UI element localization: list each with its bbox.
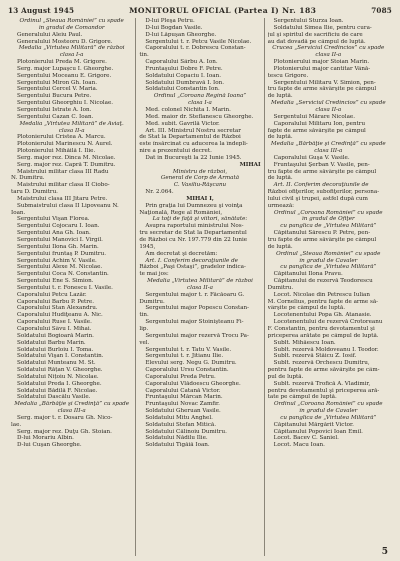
text-line: Maistrului militar clasa III Radu xyxy=(17,168,109,175)
text-line: Maistrului militar clasa II Ciobo- xyxy=(17,182,110,189)
text-line: Fruntaşului Novac Zamfir. xyxy=(145,401,220,408)
text-line: Sergentului t. r. Jitianu Ilie. xyxy=(145,353,224,360)
text-line: Soldatului Dascălu Vasile. xyxy=(17,394,91,401)
text-line: Soldatului Vişan I. Constantin. xyxy=(17,353,104,360)
text-line: Dumitru. xyxy=(139,298,165,305)
text-line: Sublt. rezervă Stăicu Z. Iosif. xyxy=(273,353,357,360)
text-line: Sergentului fruntaş P. Dumitru. xyxy=(17,250,106,257)
text-line: Plotonierului Marinescu N. Aurel. xyxy=(17,141,113,148)
text-line: în gradul de Cavaler xyxy=(299,408,358,415)
text-line: D-lui Cuşan Gheorghe. xyxy=(17,442,82,449)
text-line: Soldatului Burloiu I. Toma. xyxy=(17,346,94,353)
text-line: Caporalului Barbu P. Petre. xyxy=(17,298,95,305)
text-line: Ordinul „Coroana României” cu spade xyxy=(274,401,383,408)
text-line: Război ofiţerilor, subofiţerilor, persona- xyxy=(267,189,380,196)
text-line: tru fapte de arme săvârşite pe câmpul xyxy=(267,86,377,93)
text-line: M. Cornelius, pentru fapte de arme să- xyxy=(267,298,379,305)
text-line: Ordinul „Steaua României” cu spade xyxy=(19,18,124,24)
text-line: Sergentului Coca N. Constantin. xyxy=(17,271,109,278)
text-line: fapte de arme săvârşite pe câmpul xyxy=(267,127,366,134)
text-line: Sergentului major t. r. Făcăoaru G. xyxy=(145,291,245,298)
text-line: Sergentului major rezervă Trocu Pa- xyxy=(145,332,249,339)
text-line: priceperea arătate pe câmpul de luptă. xyxy=(267,332,379,339)
text-line: Locot. Macu Ioan. xyxy=(273,442,325,449)
text-line: Medalia „Virtutea Militară” de Aviaţ. xyxy=(19,120,124,127)
text-line: tru fapte de arme săvârşite pe câmpul xyxy=(267,168,377,175)
text-line: clasa II-a xyxy=(58,127,85,134)
text-line: F. Constantin, pentru devotamentul şi xyxy=(267,325,375,332)
text-line: Am decretat şi decretăm: xyxy=(145,250,218,257)
text-line: clasa II-a xyxy=(315,52,342,59)
text-line: clasa I-a xyxy=(59,52,84,59)
text-line: în gradul de Ofiţer xyxy=(301,216,355,223)
text-line: de Război cu Nr. 197.779 din 22 Iunie xyxy=(139,237,248,243)
text-line: Soldatului Simea Ilie, pentru cura- xyxy=(273,24,372,31)
text-line: Generalului Mosteoru D. Grigore. xyxy=(17,38,113,45)
text-line: Sergentului Ana Gh. Ioan. xyxy=(17,230,91,237)
text-line: tescu Grigore. xyxy=(267,72,309,79)
text-line: Căpitanului Sărescu P. Petre, pen- xyxy=(273,230,371,237)
text-line: Maistrului clasa III Jitaru Petre. xyxy=(17,195,108,202)
text-line: de Stat la Departamentul de Război xyxy=(139,134,241,141)
text-line: Sergentului Cojocaru I. Ioan. xyxy=(17,223,100,230)
text-line: Caporalului Militaru Ion, pentru xyxy=(273,120,366,127)
text-line: tate pe câmpul de luptă. xyxy=(267,394,337,401)
text-line: Crucea „Serviciul Credincios” cu spade xyxy=(272,45,385,52)
text-line: D-lui Lăpuşan Gheorghe. xyxy=(145,31,217,38)
text-line: pentru fapte de arme săvârşite pe câm- xyxy=(267,367,380,374)
text-line: lului civil şi trupei, astfel după cum xyxy=(267,195,368,202)
text-line: Med. maior dr. Steflanescu Gheorghe. xyxy=(145,113,254,120)
text-line: Soldatului Gheruan Vasile. xyxy=(145,408,221,415)
text-line: este însărcinat cu aducerea la îndepli- xyxy=(139,141,248,148)
text-line: Locotenentului Popa Gh. Atanasie. xyxy=(273,312,372,319)
text-line: Asupra raportului ministrului Nos- xyxy=(145,223,244,230)
text-line: Submaistrului clasa II Lipoveanu N. xyxy=(17,202,119,209)
text-line: Sergentului Istrate A. Ion. xyxy=(17,106,92,113)
text-line: Serg. major rez. Capră T. Dumitru. xyxy=(17,161,116,168)
text-line: Serg. major Lupaşcu I. Gheorghe. xyxy=(17,65,114,72)
text-line: Soldatului Călinoiu Dumitru. xyxy=(145,428,227,435)
text-line: Sergentului Miron Gh. Ioan. xyxy=(17,79,97,86)
text-line: Sergentului Cercel V. Maria. xyxy=(17,86,98,93)
text-line: D-lui Bogdan Vasile. xyxy=(145,24,203,31)
text-line: Sergentului Moceanu E. Grigore. xyxy=(17,72,112,79)
text-line: Soldatului Copaciu I. Ioan. xyxy=(145,72,221,79)
text-line: Serg. major rez. Dinca M. Nicolae. xyxy=(17,154,116,161)
text-line: Caporalului Vlădoescu Gheorghe. xyxy=(145,380,241,387)
text-line: pul de luptă. xyxy=(267,373,304,380)
text-line: Fruntaşului Dobre F. Petre. xyxy=(145,65,223,72)
text-line: Sergentului Ene S. Simion. xyxy=(17,278,94,285)
text-line: Soldatului Mitu Anghel. xyxy=(145,414,213,421)
text-line: urmează: xyxy=(267,202,295,209)
text-line: Soldatului Rățan V. Gheorghe. xyxy=(17,367,103,374)
text-line: La toţi de faţă şi viitori, sănătate: xyxy=(152,216,248,223)
text-line: Sergentului Alexe M. Nicolae. xyxy=(17,264,103,271)
text-line: Căpitanului Mărgărit Victor. xyxy=(273,421,354,428)
text-line: Sergentului t. r. Tatu V. Vasile. xyxy=(145,346,232,353)
text-line: Sergentului Militaru V. Simion, pen- xyxy=(273,79,376,86)
text-line: Soldatului Preda I. Gheorghe. xyxy=(17,380,102,387)
text-line: nire a prezentului decret. xyxy=(139,148,212,155)
text-line: Medalia „Bărbăţie şi Credinţă” cu spade xyxy=(270,141,386,148)
text-line: Locot. Bacev C. Saniel. xyxy=(273,435,339,442)
text-line: clasa II-a xyxy=(187,284,213,291)
text-line: Locotenentului de rezervă Crotoreanu xyxy=(273,319,383,326)
page-header xyxy=(8,6,392,16)
text-line: Sublt. rezervă Moldoveanu I. Teodor. xyxy=(273,346,379,353)
text-line: Soldatului Bogioară Marin. xyxy=(17,332,94,339)
text-line: Plotonierului major Stoian Marin. xyxy=(273,59,370,66)
text-line: MIHAI xyxy=(239,161,261,168)
text-line: Medalia „Serviciul Credincios” cu spade xyxy=(271,100,386,107)
text-line: Caporalului t. r. Dobrescu Constan- xyxy=(145,45,246,52)
text-line: Plotonierului Cristea A. Marcu. xyxy=(17,134,106,141)
text-line: Sergentului Mărare Nicolae. xyxy=(273,113,356,120)
text-line: Caporalului Sârbu A. Ion. xyxy=(145,59,218,66)
text-line: Sergentului major Stoinişteanu Fi- xyxy=(145,319,244,326)
text-line: Soldatului Stefan Mitică. xyxy=(145,421,217,428)
text-line: lip. xyxy=(139,325,149,332)
text-line: Ordinul „Steaua României” cu spade xyxy=(276,250,381,257)
text-line: Soldatului Tigăiă Ioan. xyxy=(145,442,210,449)
text-line: Art. I. Conferim decoraţiunile de xyxy=(145,257,238,264)
text-line: lae. xyxy=(11,421,22,428)
text-line: Serg. major rez. Duţu Gh. Stoian. xyxy=(17,428,112,435)
text-line: Caporalului Stan Alexandru. xyxy=(17,305,98,312)
text-line: tru fapte de arme săvârşite pe câmpul xyxy=(267,237,377,243)
text-line: Caporalului Petcu Lazăr. xyxy=(17,291,87,298)
text-line: Art. III. Ministrul Nostru secretar xyxy=(145,127,241,134)
text-line: MIHAI I, xyxy=(186,195,214,202)
text-line: N. Dumitru. xyxy=(11,175,45,182)
text-line: pentru devotamentul şi priceperea ară- xyxy=(267,387,380,394)
text-line: Sergentului Manovici I. Virgil. xyxy=(17,237,103,243)
text-line: Sergentului Ilona Gh. Marin. xyxy=(17,243,99,250)
column-2 xyxy=(135,18,263,556)
text-line: cu panglica de „Virtutea Militară” xyxy=(280,414,377,421)
text-line: tin. xyxy=(139,312,149,319)
text-line: Med. colonel Nichita I. Marin. xyxy=(145,106,231,113)
text-line: Soldatului Constantin Ion. xyxy=(145,86,220,93)
text-line: Soldatului Nădilu Ilie. xyxy=(145,435,208,442)
text-line: Ordinul „Coroana Regină Ioana” xyxy=(153,93,247,100)
text-line: în gradul de Comandor xyxy=(38,24,105,31)
text-line: Sergentului Achim V. Vasile. xyxy=(17,257,97,264)
column-3 xyxy=(264,18,392,556)
text-line: jul şi spiritul de sacrificiu de care xyxy=(267,31,363,38)
text-line: Caporalului Ursu Constantin. xyxy=(145,367,229,374)
text-line: clasa III-a xyxy=(314,148,343,155)
text-line: Caporalului Sâvu I. Mihai. xyxy=(17,325,92,332)
text-line: Soldatului Dumbravă I. Ion. xyxy=(145,79,225,86)
text-line: Sublt. Mihăescu Ioan. xyxy=(273,339,336,346)
text-line: Caporalului Preda Petru. xyxy=(145,373,216,380)
text-line: Sergentului Vişan Florea. xyxy=(17,216,90,223)
text-line: Dumitru. xyxy=(267,284,294,291)
text-line: Soldatului Bădilă F. Nicolae. xyxy=(17,387,98,394)
page-number: 5 xyxy=(381,547,388,557)
text-line: de luptă. xyxy=(267,134,293,141)
text-line: Fruntaşului Mărcan Marin. xyxy=(145,394,223,401)
text-columns xyxy=(8,18,392,556)
text-line: Locot. Nicolae din Petrescu Iulian xyxy=(273,291,370,298)
text-line: cu panglica de „Virtutea Militară” xyxy=(280,223,377,230)
text-line: Căpitanului Popovici Ioan Emil. xyxy=(273,428,363,435)
text-line: vel. xyxy=(139,339,150,346)
text-line: tin. xyxy=(139,52,149,59)
text-line: Nr. 2.064. xyxy=(145,189,174,196)
text-line: Sergentului t. r. Petcu Vasile Nicolae. xyxy=(145,38,252,45)
text-line: cu panglica de „Virtutea Militară” xyxy=(280,264,377,271)
text-line: Serg. major t. r. Dosaru Gh. Nico- xyxy=(17,414,113,421)
text-line: Căpitanului Ilona Pravu. xyxy=(273,271,343,278)
text-line: Caporalului Ruse I. Vasile. xyxy=(17,319,92,326)
text-line: Plotonierului Mihăilă I. Ilie. xyxy=(17,148,96,155)
text-line: Sergentului Bucura Petre. xyxy=(17,93,92,100)
text-line: Generalului Aleiu Paul. xyxy=(17,31,83,38)
text-line: te mai jos: xyxy=(139,271,169,278)
text-line: clasa I-a xyxy=(188,100,212,107)
text-line: Sergentului t. r. Fonescu I. Vasile. xyxy=(17,284,113,291)
header-title: MONITORUL OFICIAL (Partea I) Nr. 183 xyxy=(129,6,317,15)
text-line: Ioan. xyxy=(11,209,26,216)
text-line: Prin graţia lui Dumnezeu şi voinţa xyxy=(145,202,243,209)
text-line: C. Vasiliu-Răşcanu xyxy=(173,182,227,189)
text-line: General de Corp de Armată xyxy=(160,175,240,182)
text-line: Sublt. rezervă Orchescu Dumitru, xyxy=(273,360,370,367)
text-line: clasa II-a xyxy=(315,106,342,113)
text-line: Caporalului Hudiţeanu A. Nic. xyxy=(17,312,103,319)
text-line: Art. II. Conferim decoraţiunile de xyxy=(273,182,369,189)
text-line: Plotonierului major cantitar Vână- xyxy=(273,65,371,72)
text-line: Sublt. rezervă Trofică A. Vladimir, xyxy=(273,380,371,387)
text-line: Căpitanului de rezervă Teodorescu xyxy=(273,278,373,285)
text-line: tru secretar de Stat la Departamentul xyxy=(139,230,247,237)
text-line: D-lui Pleşa Petru. xyxy=(145,18,195,24)
text-line: de luptă. xyxy=(267,175,293,182)
text-line: clasa III-a xyxy=(57,408,86,415)
text-line: taru D. Dumitru. xyxy=(11,189,58,196)
text-line: Soldatului Barbu Marin. xyxy=(17,339,86,346)
text-line: Medalia „Virtutea Militară” de război xyxy=(147,278,253,285)
text-line: 1945, xyxy=(139,243,156,250)
text-line: în gradul de Cavaler xyxy=(299,257,358,264)
text-line: Naţională, Rege al României, xyxy=(139,209,223,216)
text-line: Med. subit. Gavrilă Victor. xyxy=(145,120,220,127)
text-line: Caporalului Guşa V. Vasile. xyxy=(273,154,350,161)
text-line: Ordinul „Coroana României” cu spade xyxy=(274,209,383,216)
text-line: Soldatului Munteanu M. St. xyxy=(17,360,96,367)
text-line: Medalia „Virtutea Militară” de război xyxy=(18,45,125,52)
text-line: Sergentului major Popescu Constan- xyxy=(145,305,250,312)
text-line: D-lui Morariu Albin. xyxy=(17,435,74,442)
text-line: Soldatului Nițoiu N. Nicolae. xyxy=(17,373,99,380)
text-line: de luptă. xyxy=(267,93,293,100)
text-line: Caporalului Catană Victor. xyxy=(145,387,221,394)
text-line: de luptă. xyxy=(267,243,293,250)
header-page: 7085 xyxy=(371,6,392,15)
text-line: Dat în Bucureşti la 22 Iunie 1945. xyxy=(145,154,242,161)
text-line: Sergentului Cazan C. Ioan. xyxy=(17,113,94,120)
text-line: Plotonierului Preda M. Grigore. xyxy=(17,59,107,66)
text-line: Medalia „Bărbăţie şi Credinţă” cu spade xyxy=(14,401,130,408)
text-line: au dat dovadă pe câmpul de luptă. xyxy=(267,38,366,45)
text-line: Sergentului Gheorghiu I. Nicolae. xyxy=(17,100,114,107)
text-line: vârşite pe câmpul de luptă. xyxy=(267,305,346,312)
text-line: Fruntaşului Şerban V. Vasile, pen- xyxy=(273,161,370,168)
text-line: Sergentului Sturza Ioan. xyxy=(273,18,344,24)
text-line: Elevului serg. Negu G. Dumitru. xyxy=(145,360,237,367)
column-1 xyxy=(8,18,135,556)
text-line: Război „Paşi Ostaşi”, gradelor indica- xyxy=(139,264,246,271)
text-line: Ministru de război, xyxy=(172,168,228,175)
header-date: 13 August 1945 xyxy=(8,6,75,15)
